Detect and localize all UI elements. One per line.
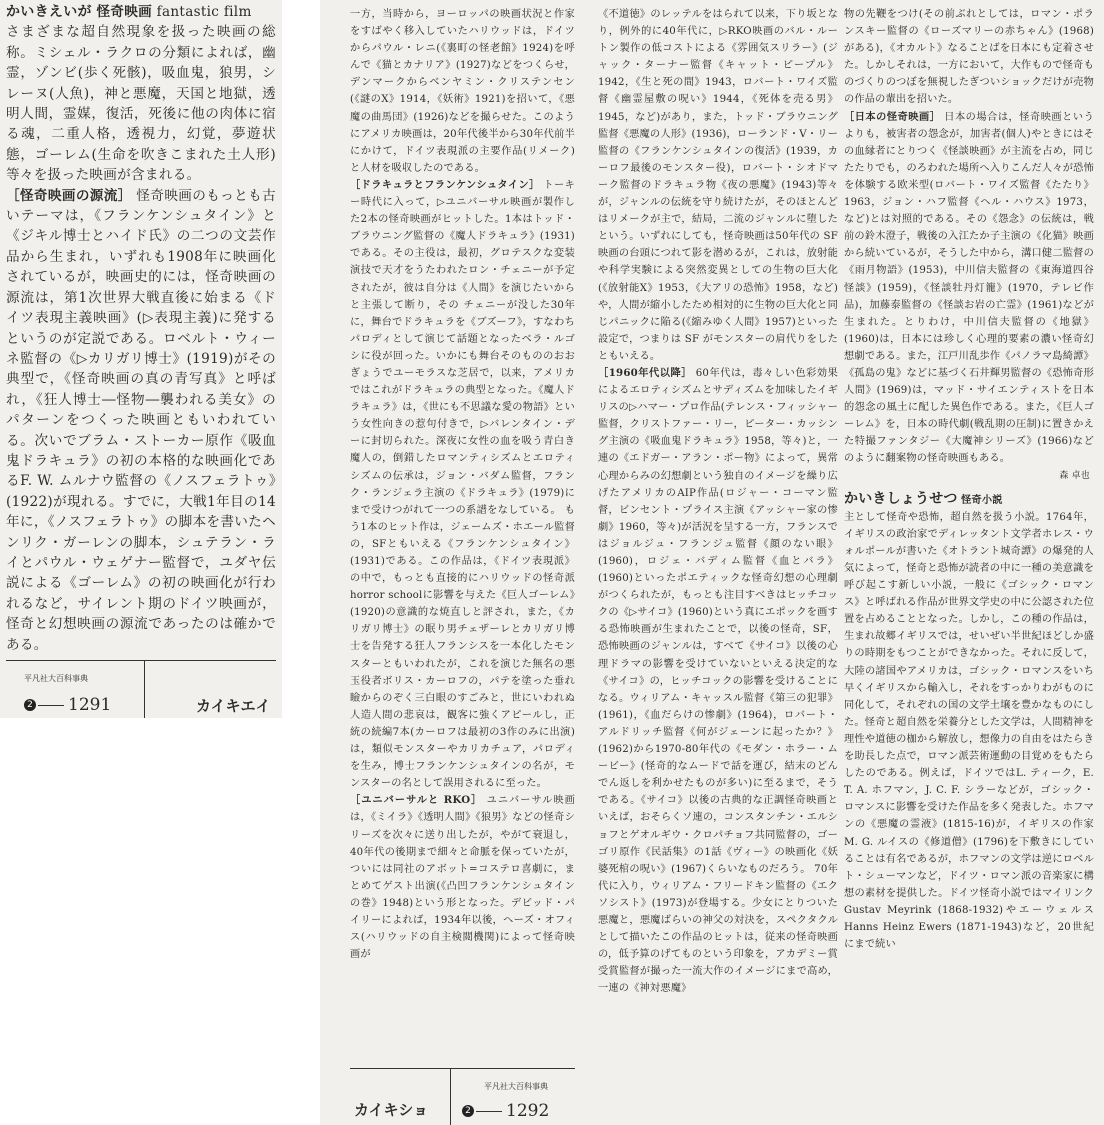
guide-word: カイキショ <box>354 1101 429 1119</box>
column-2 <box>598 6 838 997</box>
publisher-label: 平凡社大百科事典 <box>484 1082 548 1091</box>
entry-header <box>6 2 276 22</box>
section-paragraph <box>350 792 575 963</box>
page-number: 1291 <box>68 695 112 715</box>
left-column <box>6 0 276 655</box>
section-label: ［ユニバーサルと RKO］ <box>350 794 483 807</box>
page-number-block <box>24 695 111 715</box>
page-number: 1292 <box>506 1101 550 1121</box>
entry-gloss: 怪奇映画 <box>96 4 153 20</box>
author-signature: 森 卓也 <box>1059 470 1090 481</box>
entry-text: 主として怪奇や恐怖，超自然を扱う小説。1764年，イギリスの政治家でディレッタント文学者ホレス・ウォルポールが書いた《オトラント城奇譚》の爆発的人気によって，怪奇と恐怖が読者の中に一種の美意識を呼び起こす新しい小説，一般に《ゴシック・ロマンス》と呼ばれる作品が世界文学史の中に公認された位置を占めることとなった。しかし，この種の作品は，生まれ故郷イギリスでは，せいぜい半世紀ほどしか盛りの時期をもつことができなかった。それに反して，大陸の諸国やアメリカは，ゴシック・ロマンスをいち早くイギリスから輸入し，それをすっかりわがものに同化して，それぞれの国の文学土壌を豊かなものにした。怪奇と超自然を栄養分とした文学は，人間精神を理性や道徳の枷から解放し，想像力の自由をはたらきを助長した点で，ロマン派芸術運動の目覚めをもたらしたのである。例えば，ドイツではL. ティーク，E. T. A. ホフマン，J. C. F. シラーなどが，ゴシック・ロマンスに影響を受けた作品を多く発表した。ホフマンの《悪魔の霊液》(1815-16)が，イギリスの作家M. G. ルイスの《修道僧》(1796)を下敷きにしていることは有名であるが，ホフマンの文学は逆にロベルト・シューマンなど，ドイツ・ロマン派の音楽家に構想の素材を提供した。ドイツ怪奇小説ではマイリンク Gustav Meyrink (1868-1932)やエーウェルス Hanns Heinz Ewers (1871-1943)など，20世紀にまで続い <box>844 511 1094 951</box>
section-label: ［日本の怪奇映画］ <box>844 110 941 123</box>
section-paragraph <box>598 365 838 997</box>
column-intro: 《不道徳》のレッテルをはられて以来，下り坂となり，例外的に40年代に，▷RKO映画のバル・ルートン製作の低コストによる《雰囲気スリラー》(ジャック・ターナー監督《キャット・ピープル》1942，《生と死の間》1943，ロバート・ワイズ監督《幽霊屋敷の呪い》1944，《死体を売る男》1945，など)があり，また，トッド・ブラウニング監督《悪魔の人形》(1936)，ローランド・V・リー監督の《フランケンシュタインの復活》(1939，カーロフ最後のモンスター役)，ロバート・シオドマーク監督のドラキュラ物《夜の悪魔》(1943)等々が，ジャンルの伝統を守り続けたが，そのほとんどはリメークが主で，結局，二流のジャンルに堕したという。いずれにしても，怪奇映画は50年代の SF映画の台頭につれて影を潜めるが，これは，放射能や科学実験による突然変異としての生物の巨大化(《放射能X》1953，《大アリの恐怖》1958，など)や，人間が縮小したため相対的に生物の巨大化と同じパニックに陥る(《縮みゆく人間》1957)といった設定で，つまりは SF がモンスターの肩代りをしたともいえる。 <box>598 9 838 362</box>
volume-marker: 2 <box>24 699 36 711</box>
column-intro: 一方，当時から，ヨーロッパの映画状況と作家をすばやく移入していたハリウッドは，ドイツからパウル・レニ(《裏町の怪老館》1924)を呼んで《猫とカナリア》(1927)などをつくらせ，デンマークからベンヤミン・クリステンセン(《謎のX》1914，《妖術》1921)を招いて，《悪魔の曲馬団》(1926)などを撮らせた。このようにアメリカ映画は，20年代後半から30年代前半にかけて，ドイツ表現派の主要作品(リメーク)と人材を吸収したのである。 <box>350 9 575 174</box>
rule-dash <box>38 705 64 706</box>
section-label: ［ドラキュラとフランケンシュタイン］ <box>350 178 540 191</box>
entry-header <box>844 491 1094 509</box>
section-label: ［怪奇映画の源流］ <box>6 187 132 204</box>
guide-word: カイキエイ <box>196 697 271 715</box>
right-page <box>320 0 1104 1125</box>
column-1 <box>350 6 575 963</box>
left-page <box>0 0 282 718</box>
section-text: ユニバーサル映画は，《ミイラ》《透明人間》《狼男》などの怪奇シリーズを次々に送り出したが，やがて衰退し，40年代の後期まで細々と命脈を保っていたが，ついには同社のアボット=コステロ喜劇に，まとめてゲスト出演(《凸凹フランケンシュタインの巻》1948)という形となった。デビッド・パイリーによれば，1934年以後，ヘーズ・オフィス(ハリウッドの自主検閲機関)によって怪奇映画が <box>350 795 575 961</box>
entry-gloss: 怪奇小説 <box>961 493 1003 506</box>
page-footer <box>6 660 276 718</box>
entry-intro: さまざまな超自然現象を扱った映画の総称。ミシェル・ラクロの分類によれば，幽霊，ゾンビ(歩く死骸)，吸血鬼，狼男，シレーヌ(人魚)，神と悪魔，天国と地獄，透明人間，霊媒，復活，死後に他の肉体に宿る魂，二重人格，透視力，幻覚，夢遊状態，ゴーレム(生命を吹きこまれた土人形)等々を扱った映画が含まれる。 <box>6 24 276 184</box>
section-label: ［1960年代以降］ <box>598 366 692 379</box>
entry-english: fantastic film <box>156 4 252 20</box>
section-text: 怪奇映画のもっとも古いテーマは，《フランケンシュタイン》と《ジキル博士とハイド氏》の二つの文芸作品から生まれ，いずれも1908年に映画化されているが，映画史的には，怪奇映画の源流は，第1次世界大戦直後に始まる《ドイツ表現主義映画》(▷表現主義)に発する というのが定説である。ロベルト・ウィーネ監督の《▷カリガリ博士》(1919)がその典型で，《怪奇映画の真の青写真》と呼ばれ，《狂人博士―怪物―襲われる美女》のパターンをつくった映画ともいわれている。次いでブラム・ストーカー原作《吸血鬼ドラキュラ》の初の本格的な映画化であるF. W. ムルナウ監督の《ノスフェラトゥ》(1922)が現れる。すでに，大戦1年目の14年に，《ノスフェラトゥ》の脚本を書いたヘンリク・ガーレンの脚本，シュテラン・ライとパウル・ウェゲナー監督で，ユダヤ伝説による《ゴーレム》の初の映画化が行われるなど，サイレント期のドイツ映画が，怪奇と幻想映画の源流であったのは確かである。 <box>6 187 277 653</box>
column-3 <box>844 6 1094 953</box>
entry-term: かいきえいが <box>6 4 92 20</box>
rule-dash <box>476 1111 502 1112</box>
section-paragraph <box>844 109 1094 468</box>
section-paragraph <box>6 186 276 655</box>
publisher-label: 平凡社大百科事典 <box>24 674 88 683</box>
section-paragraph <box>350 177 575 792</box>
section-text: 60年代は，毒々しい色彩効果によるエロティシズムとサディズムを加味したイギリスの▷ハマー・プロ作品(テレンス・フィッシャー監督，クリストファー・リー，ピーター・カッシング主演の《吸血鬼ドラキュラ》1958，等々)と，一連の《エドガー・アラン・ポー物》によって，異常心理からみの幻想劇という独自のイメージを繰り広げたアメリカのAIP作品(ロジャー・コーマン監督，ビンセント・プライス主演《アッシャー家の惨劇》1960，等々)が活況を呈する一方，フランスではジョルジュ・フランジュ監督《顔のない眼》(1960)，ロジェ・バディム監督《血とバラ》(1960)といったポエティックな怪奇幻想の心理劇がつくられたが，もっとも注目すべきはヒッチコックの《▷サイコ》(1960)という真にエポックを画する恐怖映画が生まれたことで，以後の怪奇，SF，恐怖映画のジャンルは，すべて《サイコ》以後の心理ドラマの影響を受けていないといえる決定的な《サイコ》の，ヒッチコックの影響を受けることになる。ウィリアム・キャッスル監督《第三の犯罪》(1961)，《血だらけの惨劇》(1964)，ロバート・アルドリッチ監督《何がジェーンに起ったか？》(1962)から1970-80年代の《モダン・ホラー・ムービー》(怪奇的なムードで話を運び，結末のどんでん返しを利かせたものが多い)に至るまで，そうである。《サイコ》以後の古典的な正調怪奇映画といえば，おそらくソ連の，コンスタンチン・エルショフとゲオルギウ・クロパチョフ共同監督の，ゴーゴリ原作《民話集》の1話《ヴィー》の映画化《妖婆死棺の呪い》(1967)くらいなものだろう。 70年代に入り，ウィリアム・フリードキン監督の《エクソシスト》(1973)が登場する。少女にとりついた悪魔と，悪魔ばらいの神父の対決を，スペクタクルとして描いたこの作品のヒットは，従来の怪奇映画の，低予算のげてものという印象を，アカデミー賞受賞監督が撮った一流大作のイメージにまで高め，一連の《神対悪魔》 <box>598 367 838 995</box>
section-text: 日本の場合は，怪奇映画というよりも，被害者の怨念が，加害者(個人)やときにはその血縁者にとりつく《怪談映画》が主流を占め，同じたたりでも，のろわれた場所へ入りこんだ人々が恐怖を体験する欧米型(ロバート・ワイズ監督《たたり》1963，ジョン・ハフ監督《ヘル・ハウス》1973，など)とは対照的である。その《怨念》の伝統は，戦前の鈴木澄子，戦後の入江たか子主演の《化猫》映画から続いているが，そうした中から，溝口健二監督の《雨月物語》(1953)，中川信夫監督の《東海道四谷怪談》(1959)，《怪談牡丹灯籠》(1970，テレビ作品)，加藤泰監督の《怪談お岩の亡霊》(1961)などが生まれた。とりわけ，中川信夫監督の《地獄》(1960)は，日本には珍しく心理的要素の濃い怪奇幻想劇である。また，江戸川乱歩作《パノラマ島綺譚》《孤島の鬼》などに基づく石井輝男監督の《恐怖奇形人間》(1969)は，マッド・サイエンティストを日本的怨念の風土に配した異色作である。また，《巨人ゴーレム》を，日本の時代劇(戦乱期の圧制)に置きかえた特撮ファンタジー《大魔神シリーズ》(1966)などのように翻案物の怪奇映画もある。 <box>844 111 1094 465</box>
volume-marker: 2 <box>462 1105 474 1117</box>
page-footer <box>350 1068 575 1125</box>
column-intro: 物の先鞭をつけ(その前ぶれとしては，ロマン・ポランスキー監督の《ローズマリーの赤ちゃん》(1968)がある)，《オカルト》なることばを日本にも定着させた。しかしそれは，一方において，大作もので怪奇ものづくりのつぼを無視したぎついショックだけが売物の作品の輩出を招いた。 <box>844 9 1094 106</box>
footer-divider <box>144 661 145 718</box>
section-text: トーキー時代に入って，▷ユニバーサル映画が製作した2本の怪奇映画がヒットした。1本はトッド・ブラウニング監督の《魔人ドラキュラ》(1931)である。その主役は，最初，グロテスクな変装演技で天才をうたわれたロン・チェニーが予定されたが，彼は自分は《人間》を演じたいからと主張して断り，その チェニーが没した30年に，舞台でドラキュラを《ブズーフ》，すなわちパロディとして演じて話題となったベラ・ルゴシに役が回った。いかにも舞台そのもののおおぎょうでユーモラスな芝居で，以来，アメリカではこれがドラキュラの典型となった。《魔人ドラキュラ》は，《世にも不思議な愛の物語》という女性向きの惹句付きで，▷バレンタイン・デーに封切られた。深夜に女性の血を吸う青白き魔人の，倒錯したロマンティシズムとエロティシズムの伝承は，ジョン・バダム監督，フランク・ランジェラ主演の《ドラキュラ》(1979)にまで受けつがれて一つの系譜をなしている。 もう1本のヒット作は，ジェームズ・ホエール監督の，SFともいえる《フランケンシュタイン》(1931)である。この作品は，《ドイツ表現派》の中で，もっとも直接的にハリウッドの怪奇派horror schoolに影響を与えた《巨人ゴーレム》(1920)の意識的な焼直しと評され，また，《カリガリ博士》の眠り男チェザーレとカリガリ博士を告発する狂人フランシスを一本化したモンスターともいわれたが，これを演じた無名の悪玉役者ボリス・カーロフの，パテを塗った垂れ瞼からのぞく三白眼のすごみと，世にいわれぬ人造人間の悲哀は，観客に強くアピールし，正統の続編7本(カーロフは最初の3作のみに出演)は，類似モンスターやカリカチュア，パロディを生み，博士フランケンシュタインの名が，モンスターの名として誤用されるに至った。 <box>350 179 575 790</box>
page-number-block <box>462 1101 549 1121</box>
entry-term: かいきしょうせつ <box>844 490 958 507</box>
footer-divider <box>450 1069 451 1125</box>
